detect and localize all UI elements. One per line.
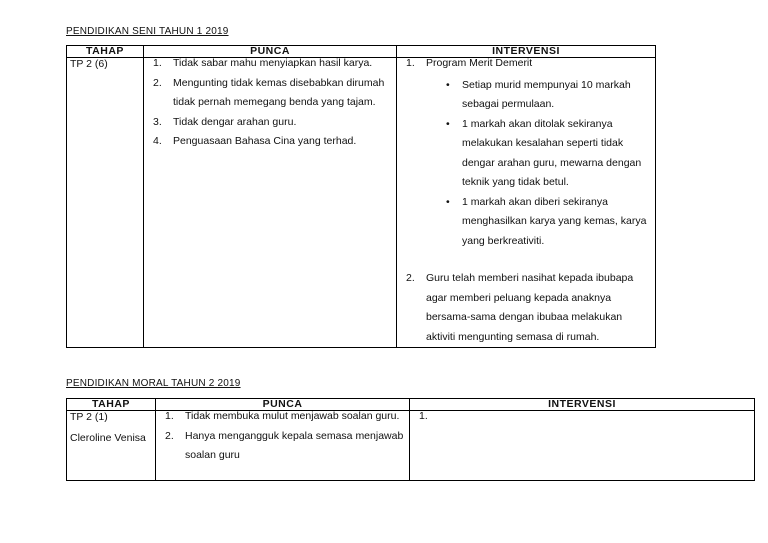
list-item: 2. Guru telah memberi nasihat kepada ibubapa agar memberi peluang kepada anaknya bersama-sama dengan ibubaa melakukan aktiviti mengunting semasa di rumah. [406,272,634,343]
seni-table [66,45,656,348]
moral-table [66,398,755,481]
punca-cell [156,411,410,481]
tahap-cell [67,58,144,348]
table-row [67,411,755,481]
spacer [400,251,652,269]
header-punca: PUNCA [156,399,410,411]
punca-cell [144,58,397,348]
list-item: 1. Tidak membuka mulut menjawab soalan guru. [165,410,400,422]
bullet-item: • 1 markah akan ditolak sekiranya melakukan kesalahan seperti tidak dengar arahan guru, mewarna dengan teknik yang tidak betul. [446,115,652,193]
list-item: 1. Program Merit Demerit • Setiap murid mempunyai 10 markah sebagai permulaan. • 1 markah akan ditolak sekiranya melakukan kesalahan seperti tidak dengar arahan guru, mewarna dengan teknik yang tidak betul. • 1 markah akan diberi sekiranya menghasilkan karya yang kemas, karya yang berkreativiti. [400,54,652,251]
list-item: 1. Tidak sabar mahu menyiapkan hasil karya. [153,57,373,69]
student-name: Cleroline Venisa [70,432,146,444]
list-item: 2. Hanya mengangguk kepala semasa menjawab soalan guru [165,429,404,461]
intervensi-cell [397,58,656,348]
header-intervensi: INTERVENSI [410,399,755,411]
tahap-cell [67,411,156,481]
bullet-item: • 1 markah akan diberi sekiranya menghasilkan karya yang kemas, karya yang berkreativiti. [446,193,652,252]
list-item: 3. Tidak dengar arahan guru. [153,115,297,128]
header-punca: PUNCA [144,46,397,58]
header-tahap: TAHAP [67,46,144,58]
tahap-value: TP 2 (1) [70,411,108,423]
intervensi-cell: 1. [410,411,755,481]
bullet-item: • Setiap murid mempunyai 10 markah sebagai permulaan. [446,76,652,115]
tahap-value: TP 2 (6) [70,58,108,70]
header-intervensi: INTERVENSI [397,46,656,58]
table-row [67,58,656,348]
list-item: 4. Penguasaan Bahasa Cina yang terhad. [153,135,357,147]
header-tahap: TAHAP [67,399,156,411]
list-item: 2. Mengunting tidak kemas disebabkan dirumah tidak pernah memegang benda yang tajam. [153,76,385,108]
section-title-moral: PENDIDIKAN MORAL TAHUN 2 2019 [66,378,241,389]
section-title-seni: PENDIDIKAN SENI TAHUN 1 2019 [66,26,229,37]
